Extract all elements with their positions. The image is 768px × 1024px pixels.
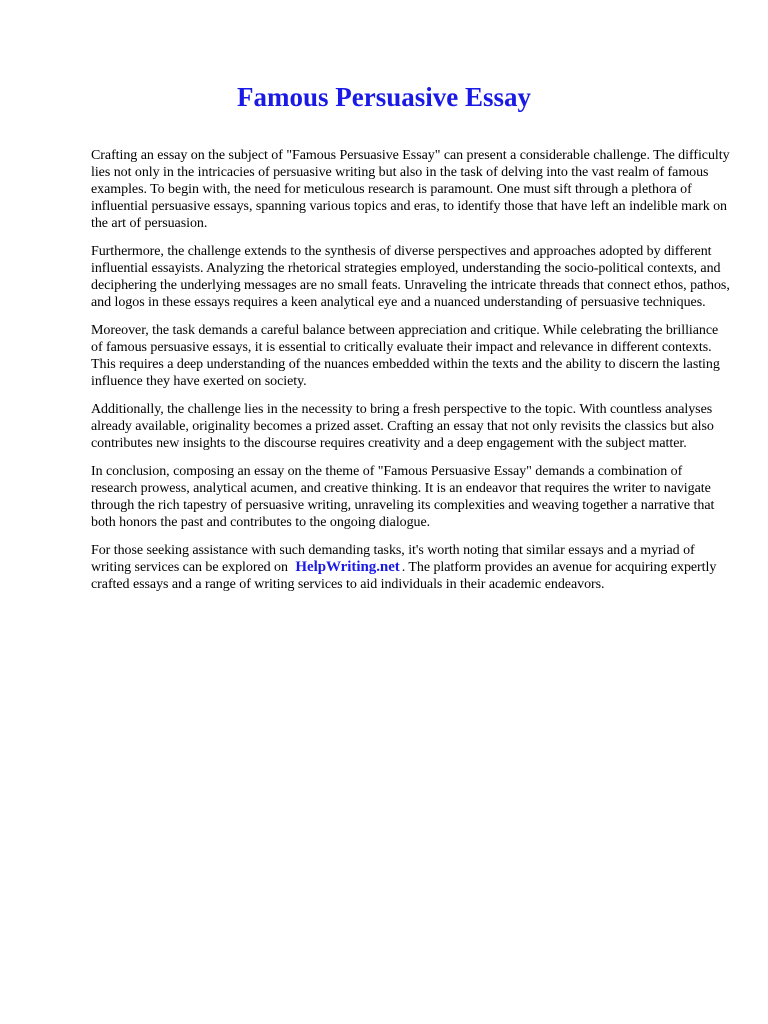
paragraph-6 — [91, 542, 731, 593]
paragraph-1: Crafting an essay on the subject of "Famous Persuasive Essay" can present a considerable challenge. The difficulty lies not only in the intricacies of persuasive writing but also in the task of delving into the vast realm of famous examples. To begin with, the need for meticulous research is paramount. One must sift through a plethora of influential persuasive essays, spanning various topics and eras, to identify those that have left an indelible mark on the art of persuasion. — [91, 148, 730, 231]
paragraph-6-trailing-text: . The platform provides an avenue for acquiring expertly crafted essays and a range of writing services to aid individuals in their academic endeavors. — [91, 560, 717, 592]
paragraph-3: Moreover, the task demands a careful balance between appreciation and critique. While celebrating the brilliance of famous persuasive essays, it is essential to critically evaluate their impact and relevance in different contexts. This requires a deep understanding of the nuances embedded within the texts and the ability to discern the lasting influence they have exerted on society. — [91, 323, 720, 389]
paragraph-6-lead-text: For those seeking assistance with such demanding tasks, it's worth noting that similar essays and a myriad of writing services can be explored on — [91, 543, 695, 575]
page-title: Famous Persuasive Essay — [236, 82, 531, 112]
paragraph-2: Furthermore, the challenge extends to the synthesis of diverse perspectives and approaches adopted by different influential essayists. Analyzing the rhetorical strategies employed, understanding the socio-political contexts, and deciphering the underlying messages are no small feats. Unraveling the intricate threads that connect ethos, pathos, and logos in these essays requires a keen analytical eye and a nuanced understanding of persuasive techniques. — [91, 244, 730, 310]
paragraph-5: In conclusion, composing an essay on the theme of "Famous Persuasive Essay" demands a combination of research prowess, analytical acumen, and creative thinking. It is an endeavor that requires the writer to navigate through the rich tapestry of persuasive writing, unraveling its complexities and weaving together a narrative that both honors the past and contributes to the ongoing dialogue. — [91, 464, 715, 530]
helpwriting-link[interactable]: HelpWriting.net — [295, 559, 400, 575]
essay-body — [91, 147, 731, 604]
paragraph-4: Additionally, the challenge lies in the necessity to bring a fresh perspective to the topic. With countless analyses already available, originality becomes a prized asset. Crafting an essay that not only revisits the classics but also contributes new insights to the discourse requires creativity and a deep engagement with the subject matter. — [91, 402, 714, 451]
